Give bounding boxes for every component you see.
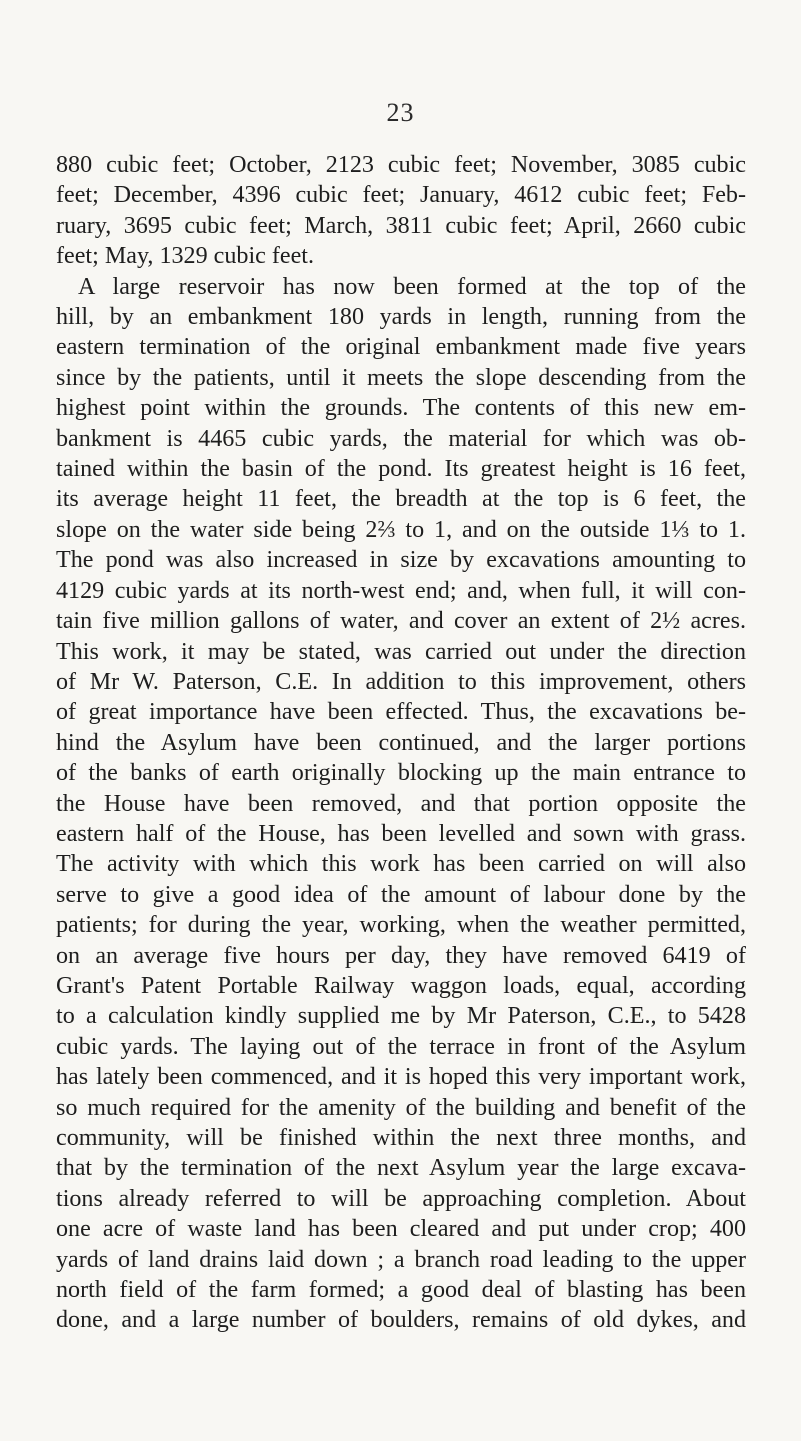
text-line: since by the patients, until it meets the slope descending from the [56, 364, 746, 391]
text-line: north field of the farm formed; a good deal of blasting has been [56, 1277, 746, 1304]
text-line: A large reservoir has now been formed at the top of the [78, 273, 746, 300]
text-line: community, will be finished within the next three months, and [56, 1125, 746, 1151]
text-line: bankment is 4465 cubic yards, the material for which was ob- [56, 425, 746, 452]
text-line: of Mr W. Paterson, C.E. In addition to this improvement, others [56, 668, 746, 695]
text-line: tained within the basin of the pond. Its greatest height is 16 feet, [56, 456, 746, 483]
text-line: yards of land drains laid down ; a branch road leading to the upper [56, 1246, 746, 1273]
paragraph-2 [56, 272, 746, 1336]
text-line: tions already referred to will be approaching completion. About [56, 1185, 746, 1212]
text-line: so much required for the amenity of the building and benefit of the [56, 1094, 746, 1121]
text-line: cubic yards. The laying out of the terrace in front of the Asylum [56, 1033, 746, 1060]
text-line: 880 cubic feet; October, 2123 cubic feet; November, 3085 cubic [56, 152, 746, 178]
text-line: to a calculation kindly supplied me by Mr Paterson, C.E., to 5428 [56, 1003, 746, 1030]
text-line: The pond was also increased in size by excavations amounting to [56, 547, 746, 574]
text-line: Grant's Patent Portable Railway waggon loads, equal, according [56, 972, 746, 999]
page-number: 23 [386, 98, 415, 127]
text-line: highest point within the grounds. The contents of this new em- [56, 395, 746, 422]
text-line: hind the Asylum have been continued, and the larger portions [56, 729, 746, 756]
text-line: one acre of waste land has been cleared and put under crop; 400 [56, 1216, 746, 1243]
text-line: ruary, 3695 cubic feet; March, 3811 cubic feet; April, 2660 cubic [56, 212, 746, 239]
text-line: that by the termination of the next Asylum year the large excava- [56, 1155, 746, 1182]
text-line: its average height 11 feet, the breadth at the top is 6 feet, the [56, 486, 746, 513]
text-line: hill, by an embankment 180 yards in length, running from the [56, 304, 746, 331]
text-line: eastern termination of the original embankment made five years [56, 334, 746, 361]
text-line: on an average five hours per day, they have removed 6419 of [56, 942, 746, 969]
body-text [56, 150, 746, 1336]
text-line: patients; for during the year, working, when the weather permitted, [56, 912, 746, 939]
text-line: The activity with which this work has been carried on will also [56, 851, 746, 878]
text-line: of great importance have been effected. Thus, the excavations be- [56, 699, 746, 726]
text-line: slope on the water side being 2⅔ to 1, and on the outside 1⅓ to 1. [56, 516, 746, 543]
text-line: 4129 cubic yards at its north-west end; and, when full, it will con- [56, 577, 746, 604]
text-line: done, and a large number of boulders, remains of old dykes, and [56, 1307, 746, 1334]
text-line: has lately been commenced, and it is hoped this very important work, [56, 1064, 746, 1091]
text-line: of the banks of earth originally blocking up the main entrance to [56, 760, 746, 787]
text-line: This work, it may be stated, was carried out under the direction [56, 638, 746, 665]
text-line: feet; May, 1329 cubic feet. [56, 243, 315, 270]
text-line: tain five million gallons of water, and cover an extent of 2½ acres. [56, 608, 746, 635]
text-line: serve to give a good idea of the amount of labour done by the [56, 881, 746, 908]
text-line: eastern half of the House, has been levelled and sown with grass. [56, 820, 746, 847]
paragraph-1 [56, 150, 746, 272]
text-line: feet; December, 4396 cubic feet; January, 4612 cubic feet; Feb- [56, 182, 746, 209]
text-line: the House have been removed, and that portion opposite the [56, 790, 746, 817]
